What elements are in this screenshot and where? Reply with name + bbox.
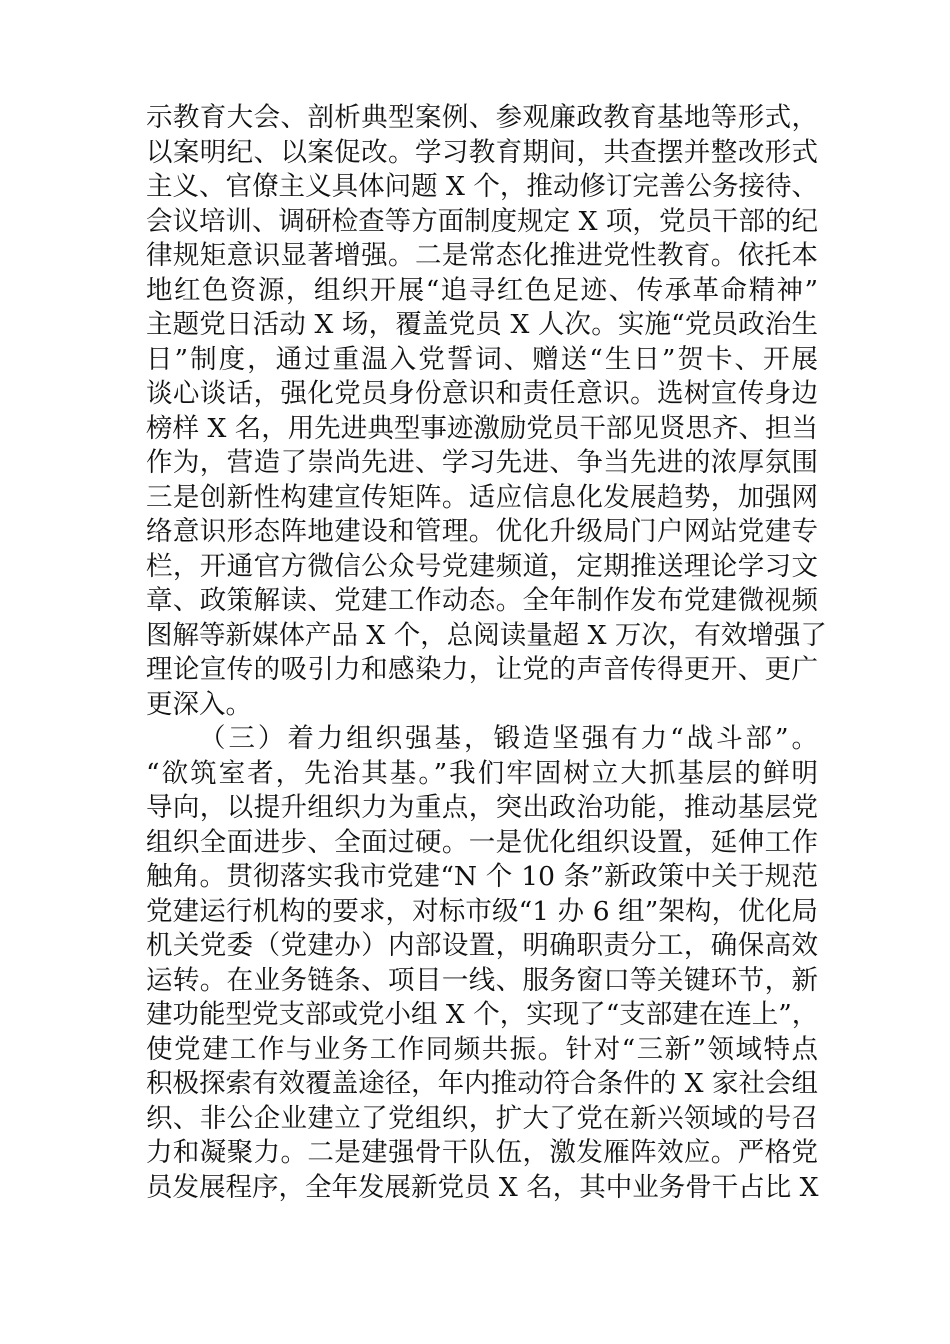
text-line: 地红色资源，组织开展“追寻红色足迹、传承革命精神” [146, 274, 818, 306]
text-line: 积极探索有效覆盖途径，年内推动符合条件的 X 家社会组 [146, 1068, 818, 1099]
text-line: 会议培训、调研检查等方面制度规定 X 项，党员干部的纪 [146, 205, 818, 237]
text-line: 建功能型党支部或党小组 X 个，实现了“支部建在连上”， [146, 999, 819, 1030]
text-line: 触角。贯彻落实我市党建“N 个 10 条”新政策中关于规范 [146, 861, 818, 892]
text-line: 员发展程序，全年发展新党员 X 名，其中业务骨干占比 X [146, 1171, 819, 1203]
text-line: 力和凝聚力。二是建强骨干队伍，激发雁阵效应。严格党 [146, 1137, 818, 1168]
text-line: 作为，营造了崇尚先进、学习先进、争当先进的浓厚氛围 [146, 447, 818, 478]
text-line: 栏，开通官方微信公众号党建频道，定期推送理论学习文 [146, 550, 818, 582]
text-line: 机关党委（党建办）内部设置，明确职责分工，确保高效 [146, 930, 818, 961]
text-line: 导向，以提升组织力为重点，突出政治功能，推动基层党 [146, 792, 818, 823]
text-line: 络意识形态阵地建设和管理。优化升级局门户网站党建专 [146, 516, 818, 547]
text-line: 组织全面进步、全面过硬。一是优化组织设置，延伸工作 [146, 826, 818, 858]
text-line: 章、政策解读、党建工作动态。全年制作发布党建微视频 [146, 585, 818, 616]
text-line: 织、非公企业建立了党组织，扩大了党在新兴领域的号召 [146, 1102, 818, 1134]
text-line: 三是创新性构建宣传矩阵。适应信息化发展趋势，加强网 [146, 481, 818, 513]
text-line: 图解等新媒体产品 X 个，总阅读量超 X 万次，有效增强了 [146, 619, 827, 651]
text-line: “欲筑室者，先治其基。”我们牢固树立大抓基层的鲜明 [146, 757, 818, 789]
text-line: 以案明纪、以案促改。学习教育期间，共查摆并整改形式 [146, 136, 818, 168]
text-line: 日”制度，通过重温入党誓词、赠送“生日”贺卡、开展 [146, 343, 818, 375]
text-line: 示教育大会、剖析典型案例、参观廉政教育基地等形式， [146, 102, 818, 133]
text-line: 榜样 X 名，用先进典型事迹激励党员干部见贤思齐、担当 [146, 412, 818, 444]
section-heading: （三）着力组织强基，锻造坚强有力“战斗部”。 [199, 723, 818, 754]
text-line: 律规矩意识显著增强。二是常态化推进党性教育。依托本 [146, 240, 818, 271]
text-line: 运转。在业务链条、项目一线、服务窗口等关键环节，新 [146, 964, 818, 996]
text-line: 理论宣传的吸引力和感染力，让党的声音传得更开、更广 [146, 654, 818, 685]
text-line: 党建运行机构的要求，对标市级“1 办 6 组”架构，优化局 [146, 895, 818, 927]
text-line: 主题党日活动 X 场，覆盖党员 X 人次。实施“党员政治生 [146, 309, 818, 340]
text-line: 使党建工作与业务工作同频共振。针对“三新”领域特点 [146, 1033, 818, 1065]
body-text [146, 101, 827, 1205]
text-line: 主义、官僚主义具体问题 X 个，推动修订完善公务接待、 [146, 171, 818, 202]
text-line: 更深入。 [146, 688, 252, 720]
text-line: 谈心谈话，强化党员身份意识和责任意识。选树宣传身边 [146, 378, 818, 409]
